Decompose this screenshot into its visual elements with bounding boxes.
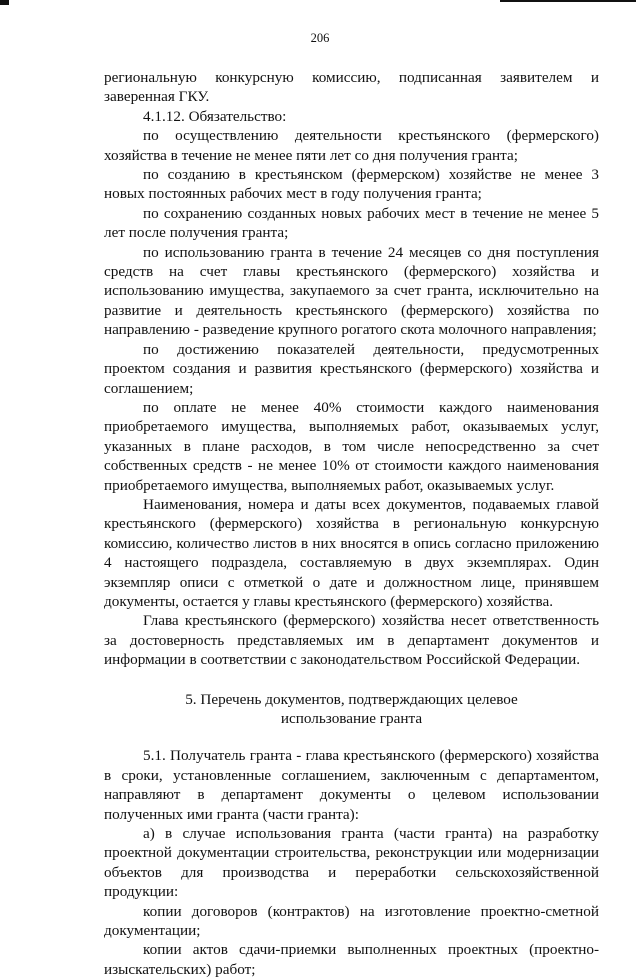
paragraph: по достижению показателей деятельности, предусмотренных проектом создания и развития крестьянского (фермерского) хозяйства и соглашением; bbox=[104, 340, 599, 397]
document-body bbox=[104, 68, 599, 979]
paragraph: Глава крестьянского (фермерского) хозяйства несет ответственность за достоверность представляемых им в департамент документов и информации в соответствии с законодательством Российской Федерации. bbox=[104, 612, 599, 669]
paragraph: региональную конкурсную комиссию, подписанная заявителем и заверенная ГКУ. bbox=[104, 69, 599, 106]
scan-corner-mark bbox=[0, 0, 9, 5]
section-heading-line-1: 5. Перечень документов, подтверждающих целевое bbox=[185, 690, 518, 708]
paragraphs-before-section bbox=[104, 68, 599, 670]
section-heading-line-2: использование гранта bbox=[280, 710, 423, 727]
paragraph: 4.1.12. Обязательство: bbox=[143, 107, 287, 125]
paragraph: копии договоров (контрактов) на изготовление проектно-сметной документации; bbox=[104, 902, 599, 940]
section-heading bbox=[104, 690, 599, 729]
scan-top-rule bbox=[500, 0, 636, 2]
paragraphs-after-section bbox=[104, 746, 599, 979]
paragraph: копии актов сдачи-приемки выполненных проектных (проектно-изыскательских) работ; bbox=[104, 941, 599, 978]
paragraph: по оплате не менее 40% стоимости каждого наименования приобретаемого имущества, выполняемых работ, оказываемых услуг, указанных в плане расходов, в том числе непосредственно за счет собственных средств - не менее 10% от стоимости каждого наименования приобретаемого имущества, выполняемых работ, оказываемых услуг. bbox=[104, 398, 599, 494]
paragraph: по использованию гранта в течение 24 месяцев со дня поступления средств на счет главы крестьянского (фермерского) хозяйства и использованию имущества, закупаемого за счет гранта, исключительно на развитие и деятельность крестьянского (фермерского) хозяйства по направлению - разведение крупного рогатого скота молочного направления; bbox=[104, 243, 599, 339]
paragraph: Наименования, номера и даты всех документов, подаваемых главой крестьянского (фермерского) хозяйства в региональную конкурсную комиссию, количество листов в них вносятся в опись согласно приложению 4 настоящего подраздела, составляемую в двух экземплярах. Один экземпляр описи с отметкой о дате и должностном лице, принявшем документы, остается у главы крестьянского (фермерского) хозяйства. bbox=[104, 495, 599, 610]
paragraph: по сохранению созданных новых рабочих мест в течение не менее 5 лет после получения гранта; bbox=[104, 204, 599, 242]
paragraph: по созданию в крестьянском (фермерском) хозяйстве не менее 3 новых постоянных рабочих мест в году получения гранта; bbox=[104, 166, 599, 203]
paragraph: по осуществлению деятельности крестьянского (фермерского) хозяйства в течение не менее пяти лет со дня получения гранта; bbox=[104, 127, 599, 164]
page-number: 206 bbox=[310, 31, 330, 45]
paragraph: а) в случае использования гранта (части гранта) на разработку проектной документации строительства, реконструкции или модернизации объектов для производства и переработки сельскохозяйственной продукции: bbox=[104, 825, 599, 901]
paragraph: 5.1. Получатель гранта - глава крестьянского (фермерского) хозяйства в сроки, установленные соглашением, заключенным с департаментом, направляют в департамент документы о целевом использовании полученных ими гранта (части гранта): bbox=[104, 747, 599, 823]
